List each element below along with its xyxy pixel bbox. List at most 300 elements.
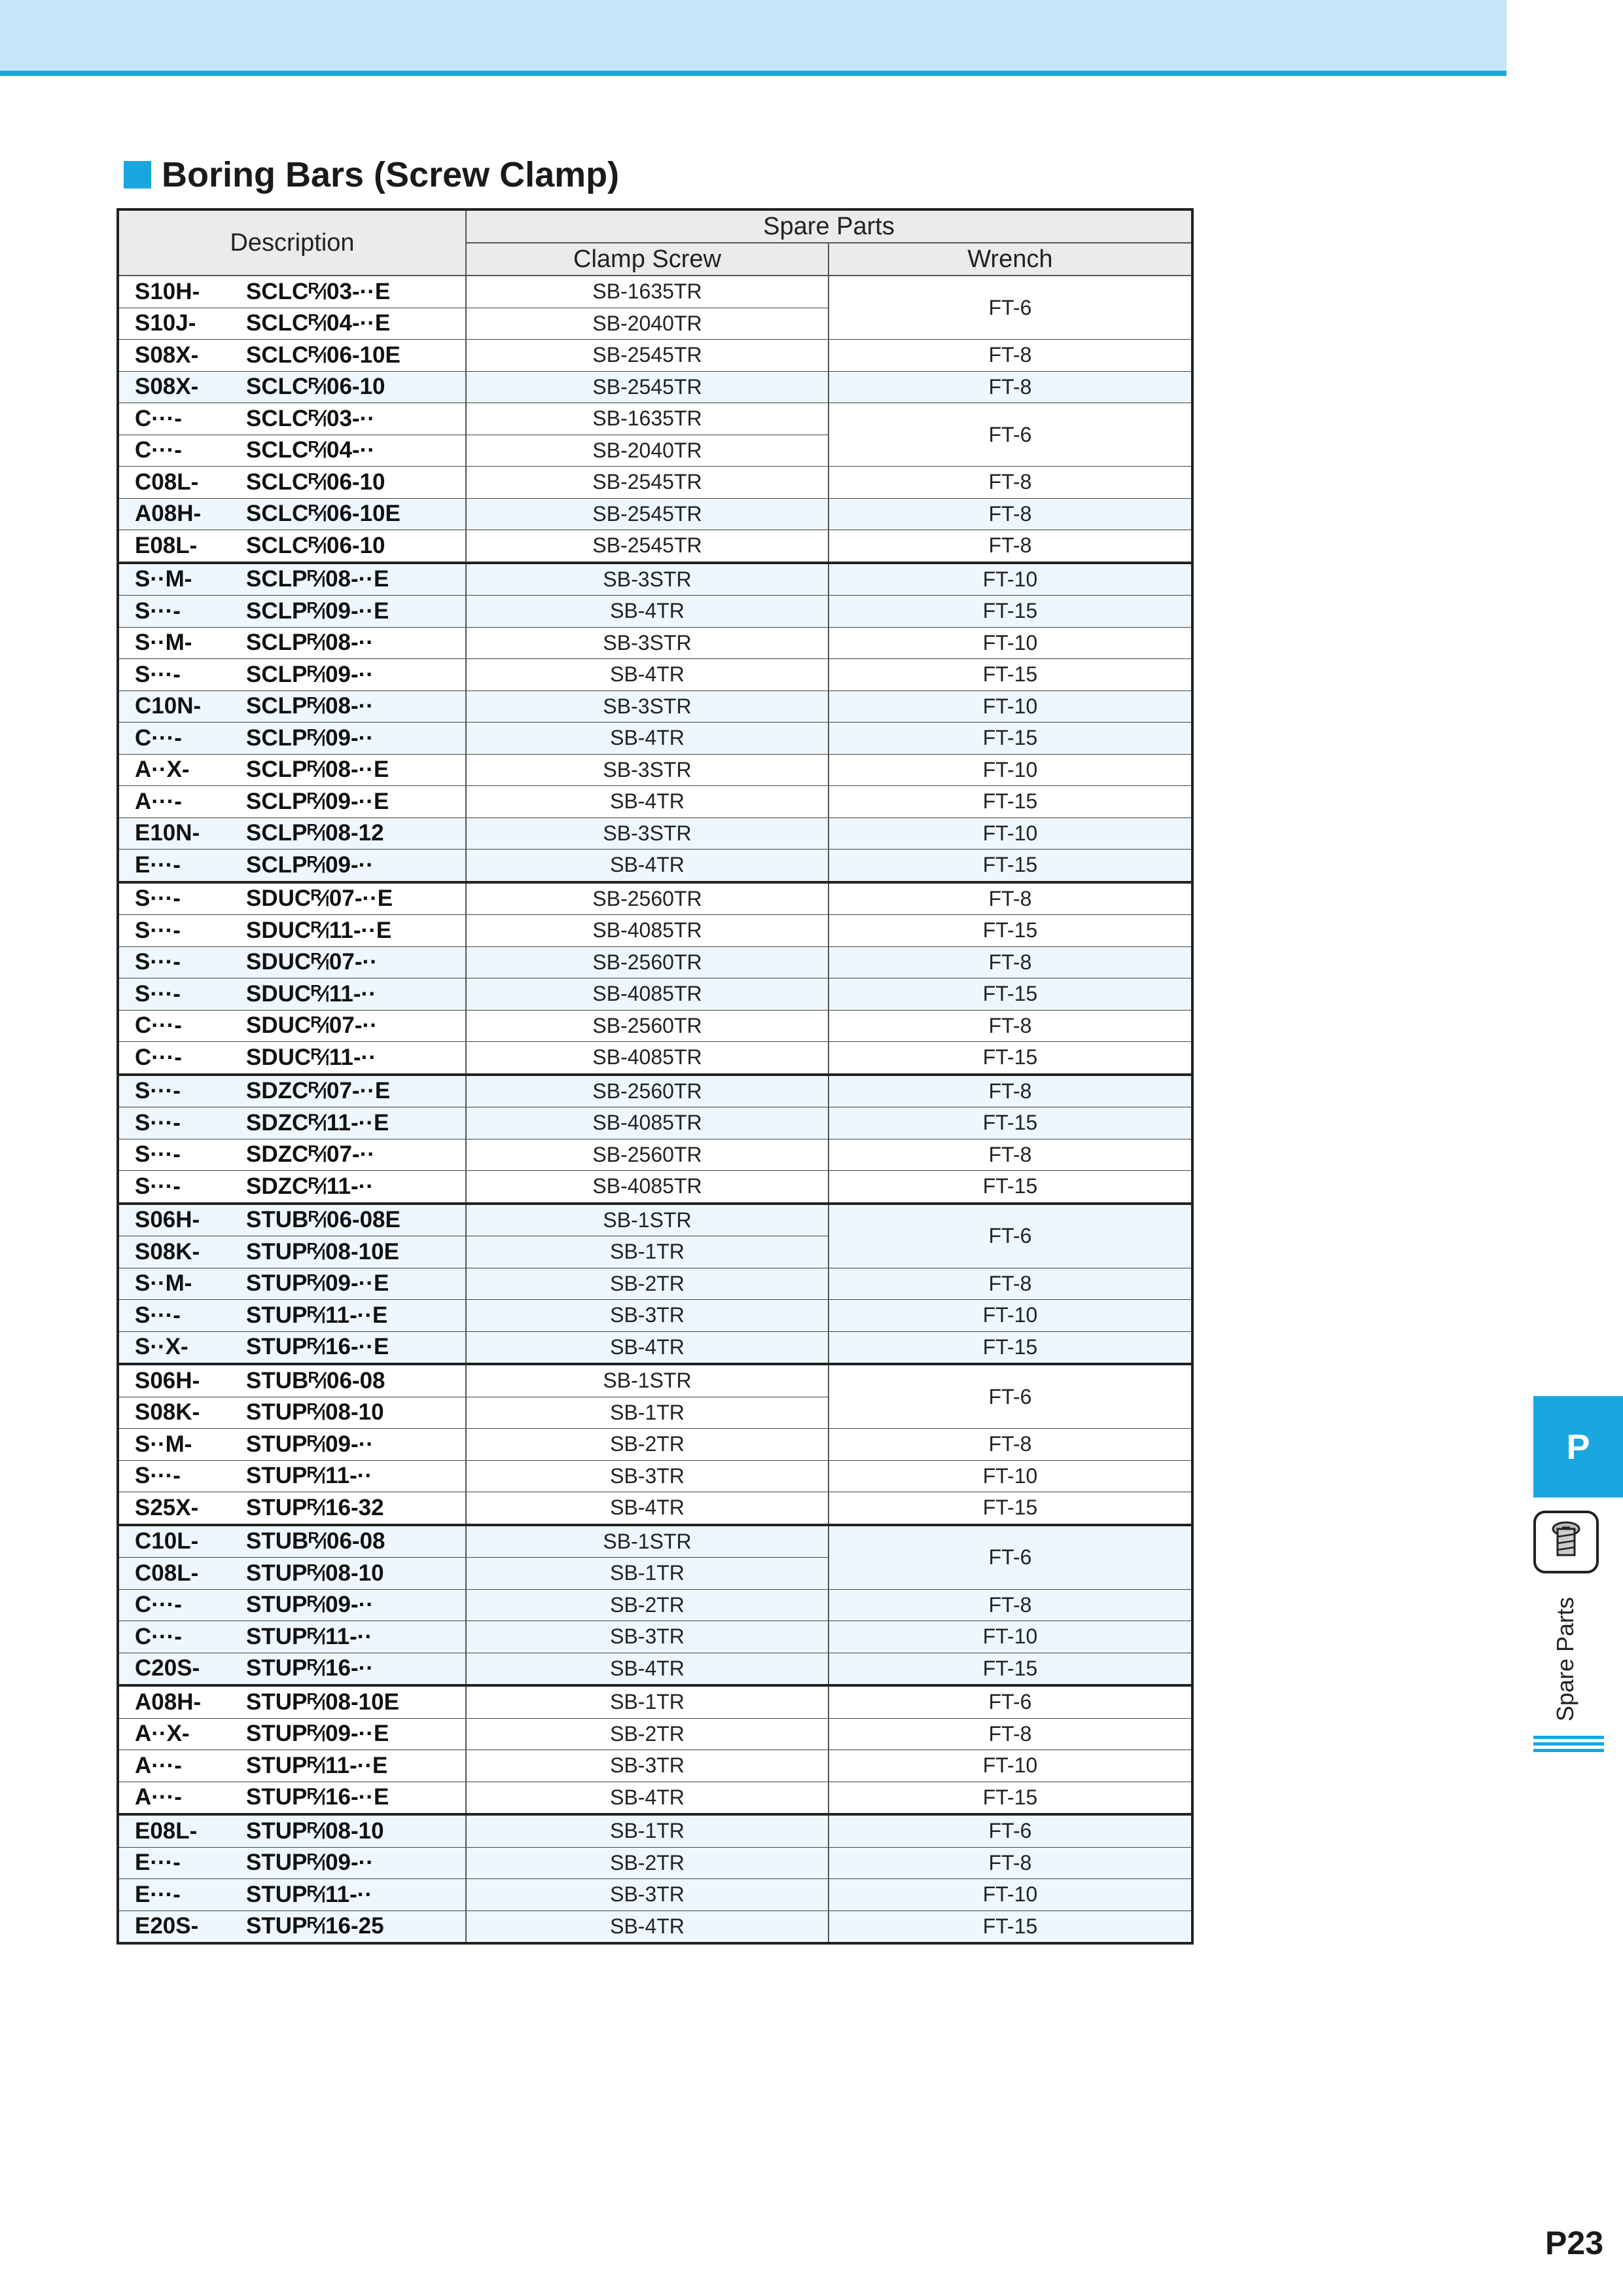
description-model: STUPᴿ⁄ₗ08-10 <box>246 1399 384 1426</box>
cell-wrench: FT-15 <box>829 596 1192 628</box>
table-row <box>118 371 1192 403</box>
table-row <box>118 1107 1192 1139</box>
cell-description <box>118 1621 466 1653</box>
cell-description <box>118 946 466 978</box>
cell-clamp-screw: SB-2545TR <box>466 530 829 563</box>
description-model: STUPᴿ⁄ₗ16-·· <box>246 1655 374 1681</box>
description-model: SCLCᴿ⁄ₗ06-10 <box>246 469 385 495</box>
table-row <box>118 1300 1192 1332</box>
table-row <box>118 786 1192 818</box>
table-row <box>118 691 1192 723</box>
cell-description <box>118 1171 466 1204</box>
cell-clamp-screw: SB-4TR <box>466 596 829 628</box>
side-label-text: Spare Parts <box>1552 1597 1578 1722</box>
cell-wrench: FT-10 <box>829 1621 1192 1653</box>
table-row <box>118 627 1192 659</box>
description-model: SCLCᴿ⁄ₗ06-10E <box>246 501 401 527</box>
table-row <box>118 1910 1192 1943</box>
cell-clamp-screw: SB-2560TR <box>466 1139 829 1171</box>
description-model: SCLPᴿ⁄ₗ08-··E <box>246 566 389 592</box>
description-model: SDUCᴿ⁄ₗ11-··E <box>246 917 392 943</box>
cell-clamp-screw: SB-1STR <box>466 1525 829 1558</box>
description-model: SCLPᴿ⁄ₗ09-··E <box>246 598 389 624</box>
cell-clamp-screw: SB-2TR <box>466 1718 829 1750</box>
section-title <box>124 152 619 198</box>
cell-description <box>118 1653 466 1685</box>
table-row <box>118 850 1192 882</box>
header-band <box>0 0 1507 71</box>
table-row <box>118 1429 1192 1461</box>
cell-clamp-screw: SB-4085TR <box>466 915 829 947</box>
table-row <box>118 946 1192 978</box>
cell-description <box>118 1331 466 1364</box>
table-row <box>118 1653 1192 1685</box>
description-prefix: S10J- <box>135 310 196 336</box>
table-row <box>118 467 1192 499</box>
cell-description <box>118 1782 466 1814</box>
table-row <box>118 403 1192 435</box>
cell-clamp-screw: SB-4TR <box>466 850 829 882</box>
cell-description <box>118 691 466 723</box>
description-model: SCLPᴿ⁄ₗ08-·· <box>246 630 374 656</box>
table-row <box>118 659 1192 691</box>
cell-clamp-screw: SB-2TR <box>466 1429 829 1461</box>
spare-parts-table <box>116 208 1194 1945</box>
cell-description <box>118 308 466 340</box>
description-model: STUPᴿ⁄ₗ11-·· <box>246 1463 373 1489</box>
cell-wrench: FT-6 <box>829 1814 1192 1847</box>
cell-wrench: FT-15 <box>829 1782 1192 1814</box>
cell-clamp-screw: SB-3STR <box>466 627 829 659</box>
description-prefix: S10H- <box>135 278 200 304</box>
cell-wrench: FT-8 <box>829 371 1192 403</box>
description-prefix: S08X- <box>135 374 199 400</box>
description-prefix: S···- <box>135 980 181 1007</box>
description-prefix: E08L- <box>135 532 198 558</box>
cell-description <box>118 435 466 467</box>
description-model: STUPᴿ⁄ₗ09-·· <box>246 1431 374 1457</box>
description-prefix: S···- <box>135 1173 181 1199</box>
description-model: SDZCᴿ⁄ₗ07-·· <box>246 1141 375 1168</box>
cell-description <box>118 1010 466 1042</box>
cell-wrench: FT-15 <box>829 723 1192 755</box>
description-prefix: E20S- <box>135 1913 199 1939</box>
cell-description <box>118 1300 466 1332</box>
description-prefix: S··M- <box>135 630 192 656</box>
cell-wrench: FT-8 <box>829 340 1192 372</box>
cell-clamp-screw: SB-4TR <box>466 723 829 755</box>
cell-description <box>118 403 466 435</box>
description-model: STUPᴿ⁄ₗ09-··E <box>246 1270 389 1297</box>
cell-wrench: FT-8 <box>829 1718 1192 1750</box>
cell-wrench: FT-15 <box>829 786 1192 818</box>
cell-clamp-screw: SB-2545TR <box>466 467 829 499</box>
cell-wrench: FT-8 <box>829 498 1192 530</box>
cell-wrench: FT-8 <box>829 1139 1192 1171</box>
cell-description <box>118 1268 466 1300</box>
description-prefix: C10N- <box>135 693 202 719</box>
table-row <box>118 1525 1192 1558</box>
cell-description <box>118 1460 466 1492</box>
cell-clamp-screw: SB-3TR <box>466 1750 829 1782</box>
cell-description <box>118 1589 466 1621</box>
cell-clamp-screw: SB-2560TR <box>466 946 829 978</box>
table-row <box>118 1268 1192 1300</box>
description-prefix: S···- <box>135 1109 181 1136</box>
table-row <box>118 1685 1192 1718</box>
cell-clamp-screw: SB-1635TR <box>466 276 829 308</box>
description-prefix: C···- <box>135 725 182 751</box>
cell-description <box>118 1107 466 1139</box>
cell-wrench: FT-15 <box>829 1107 1192 1139</box>
description-prefix: A···- <box>135 788 182 814</box>
cell-wrench: FT-10 <box>829 1750 1192 1782</box>
table-row <box>118 1814 1192 1847</box>
description-model: STUPᴿ⁄ₗ16-32 <box>246 1494 384 1520</box>
table-row <box>118 1718 1192 1750</box>
cell-description <box>118 1847 466 1879</box>
table-row <box>118 1010 1192 1042</box>
description-model: STUPᴿ⁄ₗ08-10E <box>246 1238 399 1265</box>
table-row <box>118 1879 1192 1911</box>
description-prefix: C···- <box>135 1623 182 1649</box>
cell-clamp-screw: SB-2040TR <box>466 308 829 340</box>
description-model: SDZCᴿ⁄ₗ07-··E <box>246 1078 391 1104</box>
cell-wrench: FT-6 <box>829 1204 1192 1268</box>
description-model: SCLPᴿ⁄ₗ09-··E <box>246 788 389 814</box>
description-model: STUBᴿ⁄ₗ06-08 <box>246 1367 385 1393</box>
cell-clamp-screw: SB-4TR <box>466 1492 829 1525</box>
description-prefix: A··X- <box>135 1721 190 1747</box>
cell-clamp-screw: SB-2560TR <box>466 1075 829 1107</box>
description-model: SCLCᴿ⁄ₗ03-·· <box>246 405 375 431</box>
cell-wrench: FT-15 <box>829 850 1192 882</box>
description-prefix: S···- <box>135 1078 181 1104</box>
cell-wrench: FT-10 <box>829 1300 1192 1332</box>
cell-description <box>118 1685 466 1718</box>
description-model: STUPᴿ⁄ₗ08-10E <box>246 1689 399 1715</box>
table-row <box>118 1782 1192 1814</box>
cell-wrench: FT-15 <box>829 915 1192 947</box>
cell-wrench: FT-6 <box>829 1525 1192 1590</box>
cell-clamp-screw: SB-4TR <box>466 786 829 818</box>
cell-wrench: FT-10 <box>829 627 1192 659</box>
description-prefix: C···- <box>135 1592 182 1618</box>
cell-clamp-screw: SB-2560TR <box>466 1010 829 1042</box>
cell-description <box>118 1525 466 1558</box>
cell-clamp-screw: SB-4TR <box>466 1910 829 1943</box>
cell-description <box>118 1204 466 1236</box>
cell-wrench: FT-8 <box>829 467 1192 499</box>
description-prefix: E08L- <box>135 1818 198 1844</box>
description-prefix: S25X- <box>135 1494 199 1520</box>
cell-wrench: FT-15 <box>829 978 1192 1011</box>
description-model: SCLPᴿ⁄ₗ08-·· <box>246 693 374 719</box>
cell-clamp-screw: SB-1TR <box>466 1397 829 1429</box>
description-prefix: C20S- <box>135 1655 200 1681</box>
cell-clamp-screw: SB-3STR <box>466 817 829 850</box>
cell-clamp-screw: SB-1TR <box>466 1558 829 1590</box>
cell-clamp-screw: SB-3STR <box>466 691 829 723</box>
description-prefix: S08X- <box>135 342 199 368</box>
cell-wrench: FT-8 <box>829 1429 1192 1461</box>
cell-description <box>118 1364 466 1397</box>
cell-description <box>118 1492 466 1525</box>
cell-wrench: FT-8 <box>829 1010 1192 1042</box>
cell-description <box>118 498 466 530</box>
cell-wrench: FT-8 <box>829 1589 1192 1621</box>
cell-description <box>118 1139 466 1171</box>
table-row <box>118 915 1192 947</box>
description-model: SDUCᴿ⁄ₗ11-·· <box>246 1044 376 1070</box>
description-prefix: S···- <box>135 1463 181 1489</box>
header-band-line <box>0 71 1507 76</box>
description-model: SCLPᴿ⁄ₗ09-·· <box>246 661 374 687</box>
table-row <box>118 1847 1192 1879</box>
description-model: STUPᴿ⁄ₗ11-··E <box>246 1302 388 1328</box>
cell-clamp-screw: SB-2545TR <box>466 498 829 530</box>
description-model: SCLPᴿ⁄ₗ08-12 <box>246 820 384 846</box>
cell-description <box>118 1814 466 1847</box>
cell-clamp-screw: SB-4TR <box>466 1782 829 1814</box>
table-body <box>118 276 1192 1943</box>
description-model: STUPᴿ⁄ₗ09-·· <box>246 1592 374 1618</box>
cell-wrench: FT-8 <box>829 946 1192 978</box>
cell-wrench: FT-15 <box>829 1171 1192 1204</box>
cell-description <box>118 627 466 659</box>
description-model: STUPᴿ⁄ₗ16-··E <box>246 1334 389 1360</box>
cell-clamp-screw: SB-1635TR <box>466 403 829 435</box>
description-model: STUPᴿ⁄ₗ11-··E <box>246 1752 388 1778</box>
cell-clamp-screw: SB-2TR <box>466 1847 829 1879</box>
cell-description <box>118 882 466 915</box>
cell-clamp-screw: SB-4TR <box>466 1331 829 1364</box>
cell-clamp-screw: SB-4TR <box>466 1653 829 1685</box>
cell-clamp-screw: SB-2545TR <box>466 340 829 372</box>
description-prefix: S··X- <box>135 1334 188 1360</box>
cell-clamp-screw: SB-1STR <box>466 1204 829 1236</box>
table-row <box>118 882 1192 915</box>
cell-description <box>118 596 466 628</box>
cell-description <box>118 659 466 691</box>
cell-description <box>118 1718 466 1750</box>
cell-clamp-screw: SB-3STR <box>466 754 829 786</box>
description-model: STUPᴿ⁄ₗ11-·· <box>246 1623 373 1649</box>
description-prefix: E···- <box>135 852 181 878</box>
cell-description <box>118 786 466 818</box>
cell-clamp-screw: SB-4085TR <box>466 1171 829 1204</box>
table-row <box>118 1364 1192 1397</box>
description-prefix: S···- <box>135 598 181 624</box>
description-model: SCLCᴿ⁄ₗ04-··E <box>246 310 391 336</box>
cell-description <box>118 1910 466 1943</box>
description-prefix: S···- <box>135 661 181 687</box>
cell-description <box>118 754 466 786</box>
description-model: SDUCᴿ⁄ₗ07-··E <box>246 886 393 912</box>
cell-description <box>118 723 466 755</box>
cell-clamp-screw: SB-4085TR <box>466 978 829 1011</box>
cell-clamp-screw: SB-2560TR <box>466 882 829 915</box>
table-row <box>118 1331 1192 1364</box>
description-model: STUBᴿ⁄ₗ06-08 <box>246 1528 385 1554</box>
section-title-text: Boring Bars (Screw Clamp) <box>162 155 620 194</box>
cell-description <box>118 1397 466 1429</box>
cell-wrench: FT-8 <box>829 1847 1192 1879</box>
table-row <box>118 276 1192 308</box>
description-model: SDUCᴿ⁄ₗ07-·· <box>246 1013 378 1039</box>
description-prefix: S06H- <box>135 1367 200 1393</box>
cell-wrench: FT-6 <box>829 403 1192 467</box>
table-row <box>118 596 1192 628</box>
cell-wrench: FT-15 <box>829 1910 1192 1943</box>
description-prefix: E···- <box>135 1850 181 1876</box>
cell-clamp-screw: SB-4TR <box>466 659 829 691</box>
cell-clamp-screw: SB-2545TR <box>466 371 829 403</box>
cell-description <box>118 1558 466 1590</box>
description-prefix: S06H- <box>135 1207 200 1233</box>
section-bullet-square <box>124 161 151 188</box>
cell-description <box>118 978 466 1011</box>
description-prefix: A08H- <box>135 501 202 527</box>
description-prefix: S···- <box>135 1302 181 1328</box>
cell-description <box>118 850 466 882</box>
cell-description <box>118 1429 466 1461</box>
description-prefix: C···- <box>135 437 182 463</box>
cell-description <box>118 1236 466 1268</box>
cell-wrench: FT-8 <box>829 1268 1192 1300</box>
cell-clamp-screw: SB-3TR <box>466 1300 829 1332</box>
description-prefix: E···- <box>135 1881 181 1907</box>
description-prefix: S··M- <box>135 1431 192 1457</box>
description-prefix: C···- <box>135 1044 182 1070</box>
description-prefix: E10N- <box>135 820 200 846</box>
description-model: STUPᴿ⁄ₗ09-·· <box>246 1850 374 1876</box>
description-prefix: C08L- <box>135 469 199 495</box>
description-prefix: S···- <box>135 1141 181 1168</box>
description-prefix: C···- <box>135 1013 182 1039</box>
description-prefix: S··M- <box>135 566 192 592</box>
table-row <box>118 563 1192 596</box>
cell-clamp-screw: SB-3TR <box>466 1879 829 1911</box>
cell-clamp-screw: SB-2TR <box>466 1268 829 1300</box>
cell-clamp-screw: SB-4085TR <box>466 1042 829 1075</box>
cell-wrench: FT-8 <box>829 882 1192 915</box>
description-model: STUPᴿ⁄ₗ11-·· <box>246 1881 373 1907</box>
side-tab <box>1533 1396 1623 1498</box>
table-row <box>118 1075 1192 1107</box>
cell-wrench: FT-15 <box>829 1331 1192 1364</box>
cell-wrench: FT-8 <box>829 530 1192 563</box>
description-prefix: A···- <box>135 1752 182 1778</box>
description-model: SDZCᴿ⁄ₗ11-··E <box>246 1109 389 1136</box>
cell-clamp-screw: SB-3TR <box>466 1621 829 1653</box>
description-prefix: C08L- <box>135 1560 199 1586</box>
cell-description <box>118 817 466 850</box>
cell-clamp-screw: SB-2TR <box>466 1589 829 1621</box>
cell-clamp-screw: SB-1TR <box>466 1236 829 1268</box>
description-model: SCLCᴿ⁄ₗ06-10 <box>246 532 385 558</box>
cell-description <box>118 1042 466 1075</box>
description-model: SCLCᴿ⁄ₗ06-10E <box>246 342 401 368</box>
cell-wrench: FT-15 <box>829 659 1192 691</box>
description-prefix: S···- <box>135 886 181 912</box>
cell-description <box>118 371 466 403</box>
cell-description <box>118 1750 466 1782</box>
table-row <box>118 340 1192 372</box>
cell-wrench: FT-10 <box>829 1879 1192 1911</box>
cell-wrench: FT-10 <box>829 817 1192 850</box>
cell-wrench: FT-15 <box>829 1492 1192 1525</box>
cell-clamp-screw: SB-3TR <box>466 1460 829 1492</box>
table-row <box>118 1204 1192 1236</box>
table-row <box>118 723 1192 755</box>
table-row <box>118 1750 1192 1782</box>
description-model: SCLPᴿ⁄ₗ09-·· <box>246 852 374 878</box>
description-model: STUBᴿ⁄ₗ06-08E <box>246 1207 401 1233</box>
description-model: STUPᴿ⁄ₗ08-10 <box>246 1818 384 1844</box>
cell-description <box>118 1075 466 1107</box>
description-prefix: A···- <box>135 1784 182 1810</box>
side-tab-letter: P <box>1566 1427 1590 1467</box>
table-row <box>118 498 1192 530</box>
cell-wrench: FT-10 <box>829 563 1192 596</box>
table-row <box>118 978 1192 1011</box>
description-model: SCLPᴿ⁄ₗ08-··E <box>246 757 389 783</box>
header-wrench: Wrench <box>829 243 1192 276</box>
cell-wrench: FT-15 <box>829 1042 1192 1075</box>
description-prefix: A08H- <box>135 1689 202 1715</box>
cell-description <box>118 340 466 372</box>
cell-description <box>118 530 466 563</box>
side-decor-lines <box>1533 1736 1604 1758</box>
table-row <box>118 1589 1192 1621</box>
description-model: SDUCᴿ⁄ₗ07-·· <box>246 949 378 975</box>
cell-wrench: FT-6 <box>829 1364 1192 1429</box>
side-label <box>1546 1597 1585 1728</box>
cell-wrench: FT-8 <box>829 1075 1192 1107</box>
screw-icon <box>1533 1511 1599 1573</box>
cell-clamp-screw: SB-3STR <box>466 563 829 596</box>
description-model: STUPᴿ⁄ₗ16-25 <box>246 1913 384 1939</box>
cell-description <box>118 1879 466 1911</box>
description-prefix: C···- <box>135 405 182 431</box>
cell-clamp-screw: SB-1TR <box>466 1685 829 1718</box>
cell-description <box>118 467 466 499</box>
header-clamp-screw: Clamp Screw <box>466 243 829 276</box>
cell-wrench: FT-6 <box>829 276 1192 340</box>
description-prefix: S···- <box>135 917 181 943</box>
cell-description <box>118 563 466 596</box>
table-row <box>118 754 1192 786</box>
description-prefix: S···- <box>135 949 181 975</box>
cell-wrench: FT-6 <box>829 1685 1192 1718</box>
cell-wrench: FT-10 <box>829 691 1192 723</box>
table-row <box>118 1139 1192 1171</box>
header-spare-parts: Spare Parts <box>466 209 1192 243</box>
cell-clamp-screw: SB-2040TR <box>466 435 829 467</box>
table-row <box>118 1171 1192 1204</box>
cell-wrench: FT-10 <box>829 754 1192 786</box>
cell-wrench: FT-10 <box>829 1460 1192 1492</box>
cell-wrench: FT-15 <box>829 1653 1192 1685</box>
cell-clamp-screw: SB-1STR <box>466 1364 829 1397</box>
description-model: SCLCᴿ⁄ₗ03-··E <box>246 278 391 304</box>
cell-description <box>118 276 466 308</box>
description-prefix: S08K- <box>135 1238 200 1265</box>
description-model: STUPᴿ⁄ₗ09-··E <box>246 1721 389 1747</box>
description-prefix: C10L- <box>135 1528 199 1554</box>
description-prefix: A··X- <box>135 757 190 783</box>
